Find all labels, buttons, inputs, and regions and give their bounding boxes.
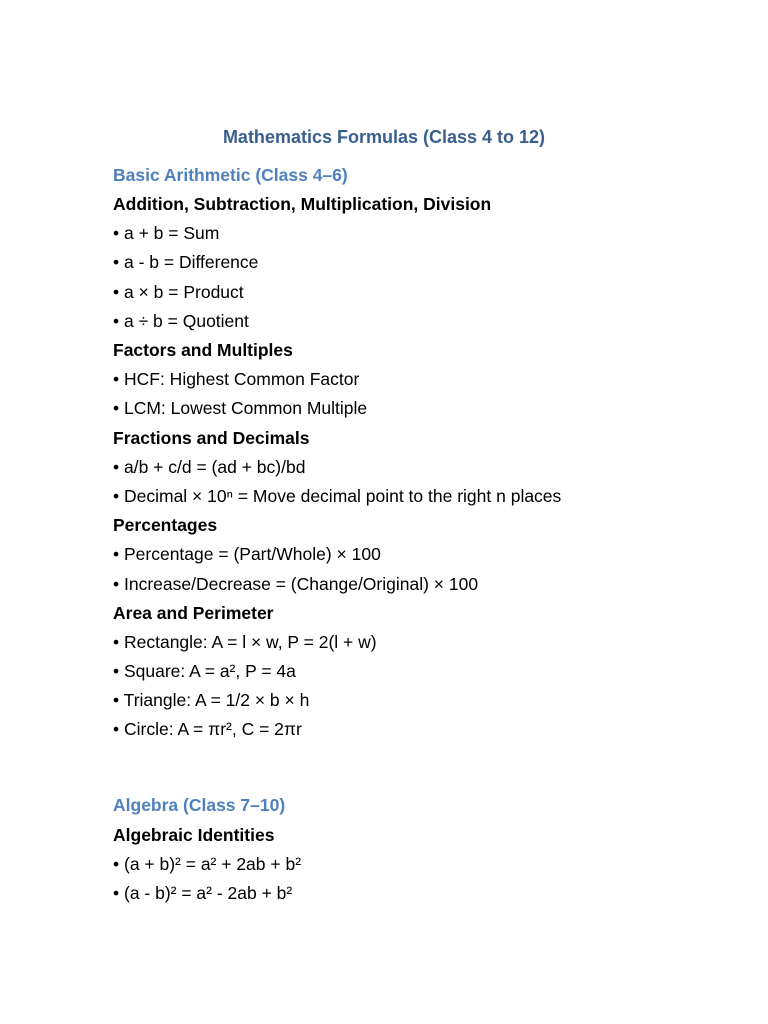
formula-item: • (a + b)² = a² + 2ab + b²: [113, 854, 302, 874]
formula-item: • Decimal × 10ⁿ = Move decimal point to the right n places: [113, 486, 562, 506]
formula-item: • Square: A = a², P = 4a: [113, 661, 296, 681]
formula-item: • a - b = Difference: [113, 252, 259, 272]
formula-item: • a/b + c/d = (ad + bc)/bd: [113, 457, 306, 477]
formula-item: • HCF: Highest Common Factor: [113, 369, 360, 389]
formula-item: • a × b = Product: [113, 282, 244, 302]
subheading-percentages: Percentages: [113, 515, 218, 535]
formula-item: • Rectangle: A = l × w, P = 2(l + w): [113, 632, 377, 652]
section-heading-basic-arithmetic: Basic Arithmetic (Class 4–6): [113, 165, 348, 185]
formula-item: • Triangle: A = 1/2 × b × h: [113, 690, 310, 710]
section-heading-algebra: Algebra (Class 7–10): [113, 795, 286, 815]
subheading-operations: Addition, Subtraction, Multiplication, Division: [113, 194, 492, 214]
formula-item: • Percentage = (Part/Whole) × 100: [113, 544, 381, 564]
formula-item: • Circle: A = πr², C = 2πr: [113, 719, 302, 739]
formula-item: • Increase/Decrease = (Change/Original) × 100: [113, 574, 479, 594]
formula-item: • LCM: Lowest Common Multiple: [113, 398, 368, 418]
subheading-algebraic-identities: Algebraic Identities: [113, 825, 275, 845]
formula-item: • a + b = Sum: [113, 223, 220, 243]
subheading-fractions-decimals: Fractions and Decimals: [113, 428, 310, 448]
formula-item: • a ÷ b = Quotient: [113, 311, 249, 331]
formula-item: • (a - b)² = a² - 2ab + b²: [113, 883, 293, 903]
subheading-area-perimeter: Area and Perimeter: [113, 603, 274, 623]
document-title: Mathematics Formulas (Class 4 to 12): [222, 127, 546, 147]
subheading-factors-multiples: Factors and Multiples: [113, 340, 293, 360]
